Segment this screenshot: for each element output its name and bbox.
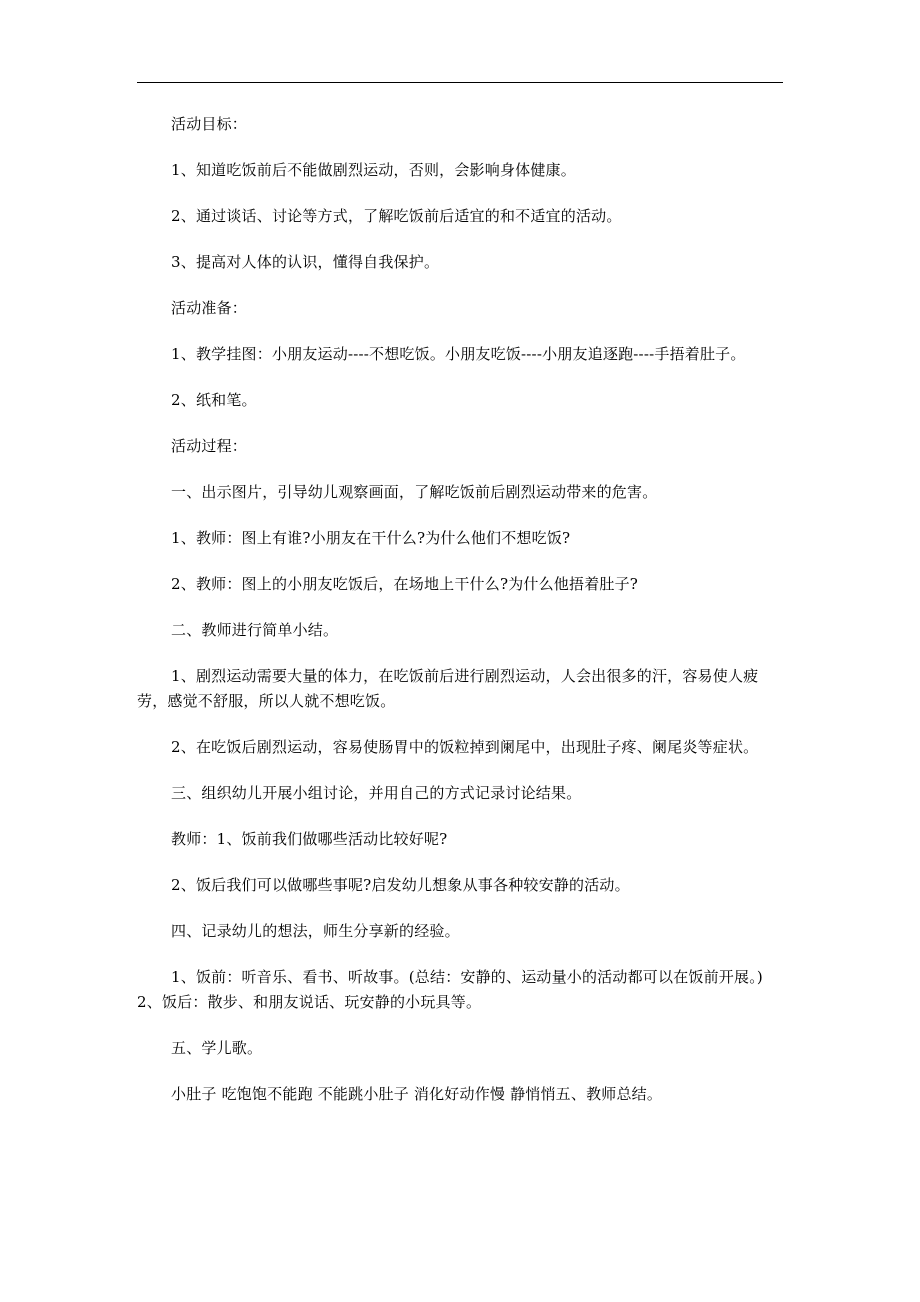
paragraph: 教师：1、饭前我们做哪些活动比较好呢? — [171, 830, 448, 848]
paragraph: 2、在吃饭后剧烈运动，容易使肠胃中的饭粒掉到阑尾中，出现肚子疼、阑尾炎等症状。 — [171, 738, 759, 756]
paragraph: 1、剧烈运动需要大量的体力，在吃饭前后进行剧烈运动，人会出很多的汗，容易使人疲劳，感觉不舒服，所以人就不想吃饭。 — [137, 667, 759, 710]
paragraph: 3、提高对人体的认识，懂得自我保护。 — [171, 253, 440, 271]
paragraph: 1、知道吃饭前后不能做剧烈运动，否则，会影响身体健康。 — [171, 161, 576, 179]
section-heading-preparation: 活动准备： — [171, 299, 248, 317]
document-body — [137, 112, 787, 1128]
header-rule — [137, 82, 783, 83]
section-heading-process: 活动过程： — [171, 437, 248, 455]
paragraph: 一、出示图片，引导幼儿观察画面，了解吃饭前后剧烈运动带来的危害。 — [171, 483, 658, 501]
paragraph: 2、通过谈话、讨论等方式，了解吃饭前后适宜的和不适宜的活动。 — [171, 207, 622, 225]
paragraph: 2、纸和笔。 — [171, 391, 257, 409]
paragraph: 五、学儿歌。 — [171, 1039, 263, 1057]
paragraph: 1、饭前：听音乐、看书、听故事。(总结：安静的、运动量小的活动都可以在饭前开展。)2、饭后：散步、和朋友说话、玩安静的小玩具等。 — [137, 968, 763, 1011]
paragraph: 二、教师进行简单小结。 — [171, 621, 339, 639]
paragraph: 三、组织幼儿开展小组讨论，并用自己的方式记录讨论结果。 — [171, 784, 582, 802]
section-heading-goals: 活动目标： — [171, 115, 248, 133]
paragraph: 1、教师：图上有谁?小朋友在干什么?为什么他们不想吃饭? — [171, 529, 571, 547]
paragraph: 2、饭后我们可以做哪些事呢?启发幼儿想象从事各种较安静的活动。 — [171, 876, 630, 894]
paragraph: 1、教学挂图：小朋友运动----不想吃饭。小朋友吃饭----小朋友追逐跑----手捂着肚子。 — [171, 345, 746, 363]
paragraph: 2、教师：图上的小朋友吃饭后，在场地上干什么?为什么他捂着肚子? — [171, 575, 639, 593]
paragraph: 四、记录幼儿的想法，师生分享新的经验。 — [171, 922, 460, 940]
paragraph: 小肚子 吃饱饱不能跑 不能跳小肚子 消化好动作慢 静悄悄五、教师总结。 — [171, 1085, 663, 1103]
